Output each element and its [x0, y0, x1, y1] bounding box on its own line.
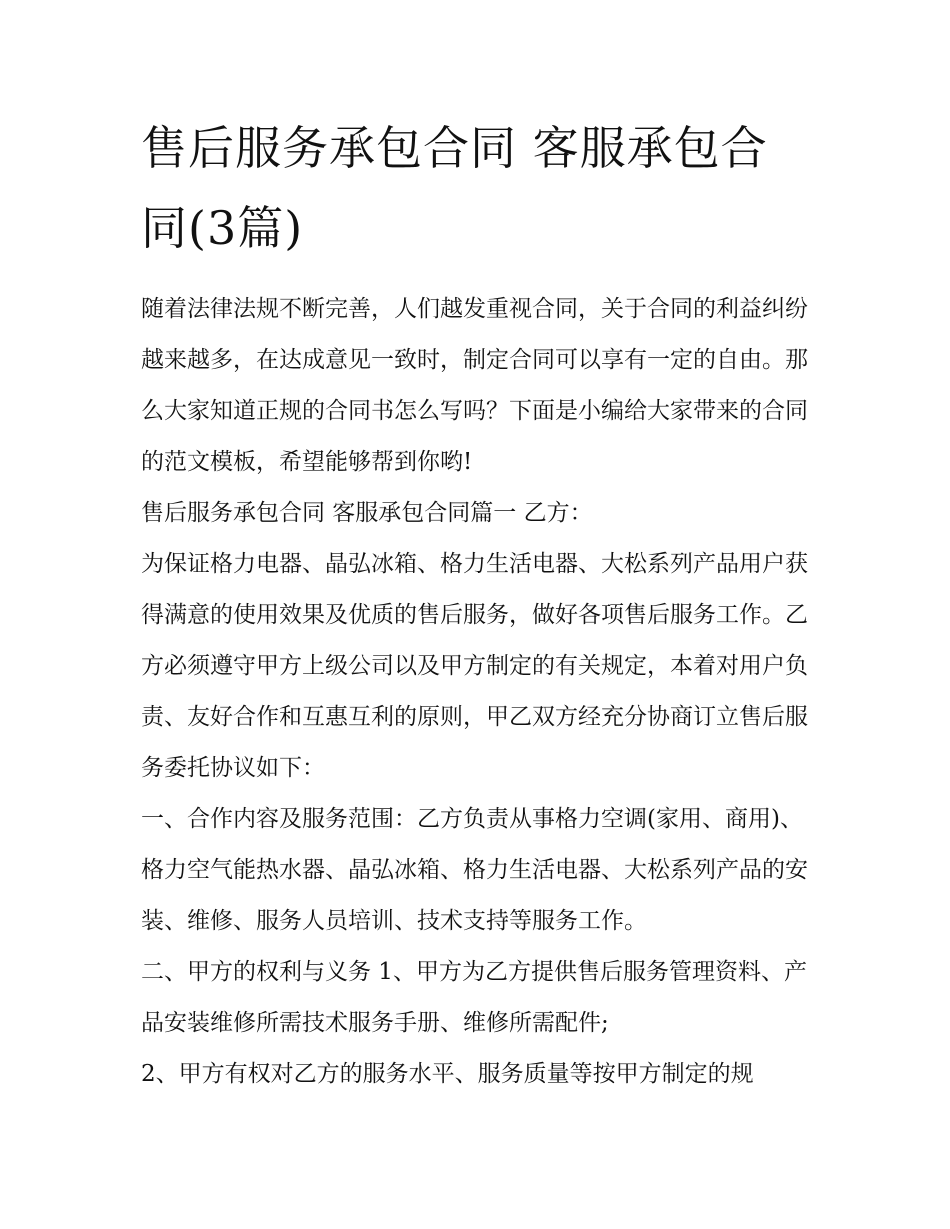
- paragraph-intro: 随着法律法规不断完善，人们越发重视合同，关于合同的利益纠纷越来越多，在达成意见一致时，制定合同可以享有一定的自由。那么大家知道正规的合同书怎么写吗？下面是小编给大家带来的合同的范文模板，希望能够帮到你哟!: [141, 296, 808, 475]
- document-title: 售后服务承包合同 客服承包合同(3篇): [141, 121, 768, 255]
- paragraph-clause-1: 一、合作内容及服务范围：乙方负责从事格力空调(家用、商用)、格力空气能热水器、晶弘冰箱、格力生活电器、大松系列产品的安装、维修、服务人员培训、技术支持等服务工作。: [141, 806, 808, 934]
- paragraph-clause-2-item-2: 2、甲方有权对乙方的服务水平、服务质量等按甲方制定的规: [141, 1061, 754, 1087]
- paragraph-section-heading: 售后服务承包合同 客服承包合同篇一 乙方：: [141, 500, 593, 526]
- paragraph-clause-2: 二、甲方的权利与义务 1、甲方为乙方提供售后服务管理资料、产品安装维修所需技术服务手册、维修所需配件;: [141, 959, 807, 1036]
- paragraph-preamble: 为保证格力电器、晶弘冰箱、格力生活电器、大松系列产品用户获得满意的使用效果及优质的售后服务，做好各项售后服务工作。乙方必须遵守甲方上级公司以及甲方制定的有关规定，本着对用户负责、友好合作和互惠互利的原则，甲乙双方经充分协商订立售后服务委托协议如下：: [141, 551, 808, 781]
- document-body: [141, 108, 813, 1100]
